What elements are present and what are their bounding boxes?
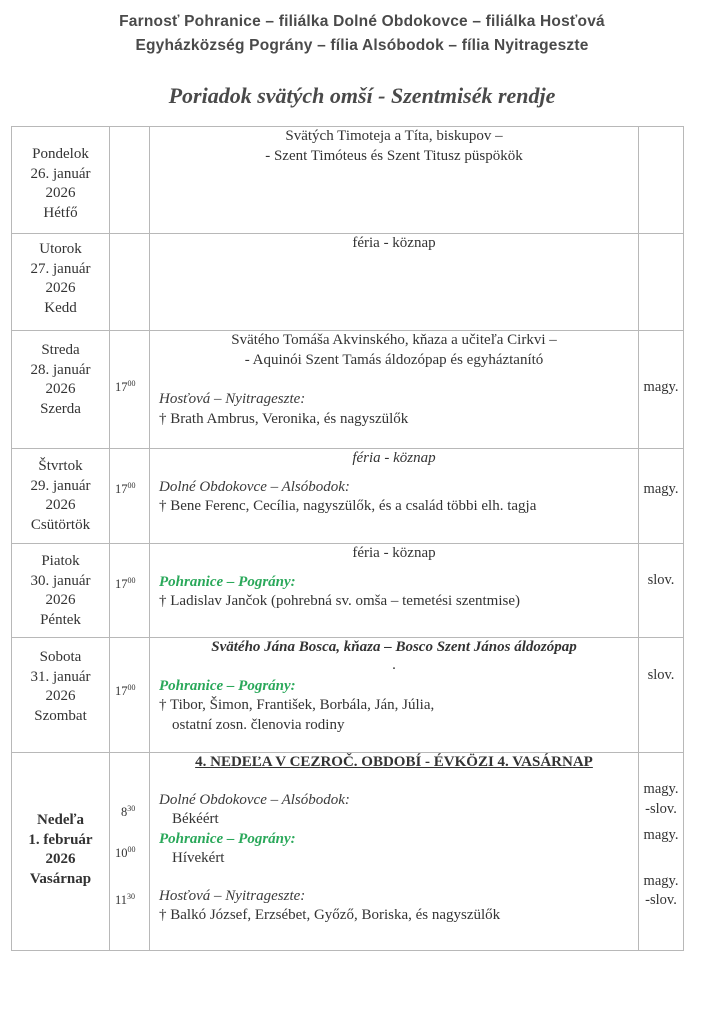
feast-name: Svätých Timoteja a Títa, biskupov – — [285, 128, 503, 144]
time-cell — [110, 544, 150, 638]
feast-name: féria - köznap — [352, 545, 436, 561]
language-cell — [639, 127, 684, 234]
mass-location: Hosťová – Nyitrageszte: — [159, 391, 306, 407]
mass-language: magy. — [643, 379, 679, 395]
separator-dot: . — [392, 656, 396, 673]
mass-time: $10^{00}$ — [115, 844, 136, 860]
mass-language: magy. — [643, 827, 679, 843]
year: 2026 — [45, 280, 76, 296]
date: 28. január — [30, 361, 91, 378]
day-name-hu: Vasárnap — [29, 870, 92, 887]
mass-location: Pohranice – Pográny: — [159, 677, 296, 694]
feast-name-hu: - Aquinói Szent Tamás áldozópap és egyháztanító — [244, 351, 544, 368]
language-cell — [639, 753, 684, 951]
page-title: Poriadok svätých omší - Szentmisék rendje — [168, 83, 556, 108]
day-name-sk: Piatok — [41, 553, 80, 569]
day-cell — [12, 753, 110, 951]
schedule-row-saturday — [12, 638, 684, 753]
mass-schedule-table — [11, 126, 684, 951]
parish-header-sk: Farnosť Pohranice – filiálka Dolné Obdokovce – filiálka Hosťová — [119, 13, 605, 30]
mass-time: $17^{00}$ — [115, 379, 136, 394]
liturgy-cell — [150, 449, 639, 544]
mass-time: $17^{00}$ — [115, 576, 136, 591]
day-cell — [12, 544, 110, 638]
day-name-sk: Sobota — [39, 649, 82, 665]
date: 31. január — [30, 668, 91, 685]
liturgy-cell — [150, 753, 639, 951]
date: 1. február — [28, 831, 93, 848]
time-cell — [110, 331, 150, 449]
liturgy-cell — [150, 638, 639, 753]
mass-time: $17^{00}$ — [115, 683, 136, 698]
year: 2026 — [45, 592, 76, 608]
mass-intention: † Brath Ambrus, Veronika, és nagyszülők — [159, 410, 409, 427]
schedule-row-sunday — [12, 753, 684, 951]
mass-time: $11^{30}$ — [115, 892, 136, 907]
mass-language: magy. — [643, 872, 679, 889]
feast-name: Svätého Jána Bosca, kňaza – Bosco Szent János áldozópap — [211, 639, 577, 655]
year: 2026 — [45, 185, 76, 201]
parish-header-hu: Egyházközség Pográny – fília Alsóbodok – fília Nyitrageszte — [135, 37, 589, 54]
schedule-row-tuesday — [12, 234, 684, 331]
schedule-row-thursday — [12, 449, 684, 544]
language-cell — [639, 638, 684, 753]
mass-intention: † Tibor, Šimon, František, Borbála, Ján, Júlia, — [159, 697, 435, 713]
schedule-row-friday — [12, 544, 684, 638]
time-cell — [110, 234, 150, 331]
day-cell — [12, 449, 110, 544]
liturgy-cell — [150, 331, 639, 449]
mass-language: magy. — [643, 781, 679, 797]
time-cell — [110, 127, 150, 234]
day-name-sk: Streda — [41, 342, 80, 358]
day-name-sk: Utorok — [39, 241, 82, 257]
feast-name: féria - köznap — [352, 450, 436, 466]
mass-intention: Hívekért — [172, 850, 225, 866]
day-name-hu: Hétfő — [43, 204, 78, 221]
day-cell — [12, 234, 110, 331]
mass-language: slov. — [647, 572, 675, 588]
day-name-hu: Csütörtök — [30, 516, 91, 533]
day-name-sk: Nedeľa — [36, 812, 85, 828]
mass-intention: † Ladislav Jančok (pohrebná sv. omša – temetési szentmise) — [159, 593, 521, 609]
mass-location: Hosťová – Nyitrageszte: — [159, 887, 306, 904]
day-cell — [12, 127, 110, 234]
language-cell — [639, 234, 684, 331]
day-name-hu: Kedd — [44, 299, 77, 316]
mass-intention: † Bene Ferenc, Cecília, nagyszülők, és a család többi elh. tagja — [159, 498, 537, 514]
schedule-row-wednesday — [12, 331, 684, 449]
day-name-hu: Szerda — [40, 400, 81, 417]
date: 29. január — [30, 477, 91, 494]
language-cell — [639, 544, 684, 638]
mass-location: Dolné Obdokovce – Alsóbodok: — [159, 791, 350, 808]
mass-time: $17^{00}$ — [115, 481, 136, 496]
day-name-hu: Szombat — [34, 707, 87, 724]
date: 26. január — [30, 165, 91, 182]
time-cell — [110, 753, 150, 951]
mass-time: $8^{30}$ — [121, 804, 136, 819]
mass-intention-cont: ostatní zosn. členovia rodiny — [172, 716, 345, 733]
time-cell — [110, 449, 150, 544]
date: 27. január — [30, 260, 91, 277]
year: 2026 — [45, 497, 76, 513]
language-cell — [639, 449, 684, 544]
mass-language: slov. — [647, 667, 675, 683]
mass-intention: Békéért — [172, 811, 219, 827]
mass-language: -slov. — [645, 892, 677, 908]
time-cell — [110, 638, 150, 753]
year: 2026 — [45, 381, 76, 397]
feast-name: Svätého Tomáša Akvinského, kňaza a učiteľa Cirkvi – — [231, 332, 557, 348]
mass-intention: † Balkó József, Erzsébet, Győző, Boriska, és nagyszülők — [159, 907, 501, 923]
year: 2026 — [45, 851, 76, 867]
mass-location: Pohranice – Pográny: — [159, 830, 296, 847]
day-cell — [12, 638, 110, 753]
feast-name: féria - köznap — [352, 235, 436, 251]
mass-language: magy. — [643, 481, 679, 497]
liturgy-cell — [150, 127, 639, 234]
feast-name-hu: - Szent Timóteus és Szent Titusz püspökök — [265, 147, 523, 164]
liturgy-cell — [150, 544, 639, 638]
year: 2026 — [45, 688, 76, 704]
day-cell — [12, 331, 110, 449]
day-name-sk: Štvrtok — [38, 458, 83, 474]
mass-location: Pohranice – Pográny: — [159, 573, 296, 590]
sunday-title: 4. NEDEĽA V CEZROČ. OBDOBÍ - ÉVKÖZI 4. VASÁRNAP — [195, 754, 593, 770]
language-cell — [639, 331, 684, 449]
mass-location: Dolné Obdokovce – Alsóbodok: — [159, 478, 350, 495]
mass-language: -slov. — [645, 800, 677, 817]
date: 30. január — [30, 572, 91, 589]
liturgy-cell — [150, 234, 639, 331]
day-name-hu: Péntek — [40, 611, 81, 628]
schedule-row-monday — [12, 127, 684, 234]
day-name-sk: Pondelok — [32, 146, 89, 162]
